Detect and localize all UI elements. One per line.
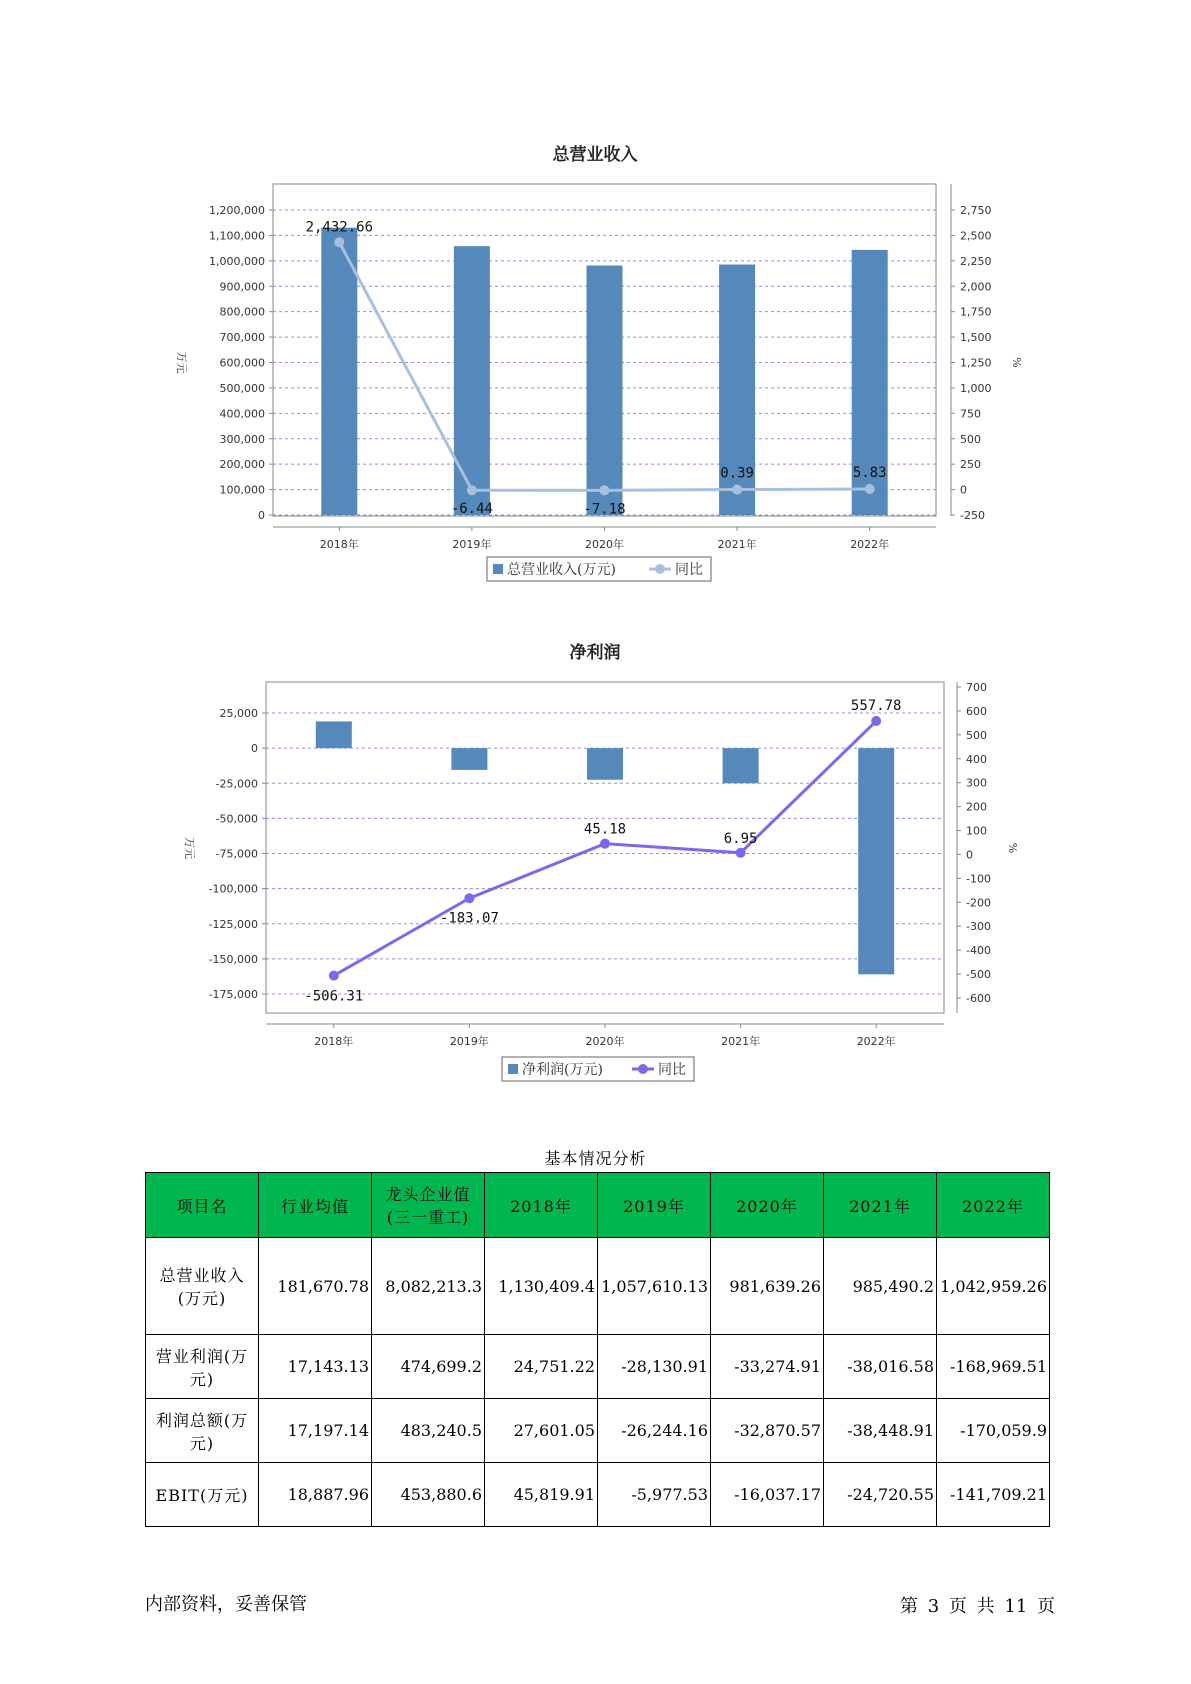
y-tick-label: -150,000 bbox=[208, 952, 258, 966]
data-label: -183.07 bbox=[439, 910, 499, 927]
table-row bbox=[146, 1463, 1050, 1527]
chart-title: 总营业收入 bbox=[552, 145, 638, 165]
x-tick-label: 2022年 bbox=[856, 1035, 896, 1048]
table-cell: 181,670.78 bbox=[259, 1238, 372, 1335]
y-tick-label: -50,000 bbox=[215, 812, 258, 826]
table-cell: 17,143.13 bbox=[259, 1335, 372, 1399]
y-tick-label: -125,000 bbox=[208, 917, 258, 931]
data-label: 2,432.66 bbox=[305, 219, 374, 236]
y2-axis-title: % bbox=[1006, 842, 1019, 854]
table-cell: -141,709.21 bbox=[937, 1463, 1050, 1527]
y2-tick-label: 200 bbox=[966, 800, 987, 814]
bar bbox=[587, 748, 623, 780]
table-cell: -28,130.91 bbox=[598, 1335, 711, 1399]
x-tick-label: 2018年 bbox=[314, 1035, 354, 1048]
x-tick-label: 2021年 bbox=[717, 538, 757, 551]
y2-tick-label: -600 bbox=[966, 992, 991, 1005]
table-cell: 45,819.91 bbox=[485, 1463, 598, 1527]
x-tick-label: 2020年 bbox=[585, 538, 624, 551]
table-row-label: EBIT(万元) bbox=[146, 1463, 259, 1527]
header-industry-avg: 行业均值 bbox=[259, 1173, 372, 1238]
y-tick-label: 1,100,000 bbox=[209, 229, 265, 243]
y-tick-label: -100,000 bbox=[208, 882, 258, 896]
y-tick-label: 800,000 bbox=[219, 305, 265, 319]
y2-tick-label: -100 bbox=[966, 872, 991, 886]
table-cell: 453,880.6 bbox=[372, 1463, 485, 1527]
legend-line-label: 同比 bbox=[658, 1062, 686, 1078]
y2-tick-label: 2,750 bbox=[960, 204, 992, 217]
y2-tick-label: 750 bbox=[960, 407, 981, 421]
x-tick-label: 2018年 bbox=[319, 538, 359, 551]
y-tick-label: 100,000 bbox=[219, 483, 265, 497]
x-tick-label: 2022年 bbox=[850, 538, 890, 551]
y2-tick-label: -400 bbox=[966, 944, 991, 958]
y-tick-label: 300,000 bbox=[219, 432, 265, 446]
table-cell: 483,240.5 bbox=[372, 1399, 485, 1463]
header-2022: 2022年 bbox=[937, 1173, 1050, 1238]
y2-tick-label: 0 bbox=[960, 483, 967, 497]
table-cell: 1,130,409.4 bbox=[485, 1238, 598, 1335]
table-cell: -33,274.91 bbox=[711, 1335, 824, 1399]
x-tick-label: 2020年 bbox=[585, 1035, 625, 1048]
header-leader-value: 龙头企业值(三一重工) bbox=[372, 1173, 485, 1238]
data-label: 0.39 bbox=[720, 465, 754, 482]
y-tick-label: -25,000 bbox=[215, 777, 258, 791]
x-tick-label: 2019年 bbox=[452, 538, 492, 551]
yoy-point bbox=[329, 971, 339, 981]
header-2021: 2021年 bbox=[824, 1173, 937, 1238]
y2-tick-label: 100 bbox=[966, 824, 987, 838]
header-item-name: 项目名 bbox=[146, 1173, 259, 1238]
y-tick-label: 0 bbox=[251, 742, 258, 756]
y2-tick-label: 2,250 bbox=[960, 254, 992, 268]
table-cell: 24,751.22 bbox=[485, 1335, 598, 1399]
footer-confidential-note: 内部资料，妥善保管 bbox=[145, 1594, 307, 1615]
y2-tick-label: 2,000 bbox=[960, 280, 992, 294]
y-tick-label: 1,000,000 bbox=[209, 254, 265, 268]
table-row-label: 总营业收入(万元) bbox=[146, 1238, 259, 1335]
y2-tick-label: 1,000 bbox=[960, 381, 992, 395]
y2-tick-label: -300 bbox=[966, 920, 991, 934]
legend-line-label: 同比 bbox=[675, 562, 703, 578]
footer-page-number: 第 3 页 共 11 页 bbox=[900, 1596, 1055, 1617]
data-label: -7.18 bbox=[583, 501, 626, 518]
legend-line-marker bbox=[638, 1064, 648, 1074]
data-label: 45.18 bbox=[583, 821, 627, 838]
y2-tick-label: 300 bbox=[966, 776, 987, 790]
y2-tick-label: -200 bbox=[966, 896, 991, 910]
y-axis-title: 万元 bbox=[183, 837, 196, 859]
y2-tick-label: 1,500 bbox=[960, 331, 992, 345]
y-tick-label: 25,000 bbox=[219, 707, 258, 720]
y-tick-label: 500,000 bbox=[219, 381, 265, 395]
header-2019: 2019年 bbox=[598, 1173, 711, 1238]
table-cell: -170,059.9 bbox=[937, 1399, 1050, 1463]
y2-tick-label: 600 bbox=[966, 704, 987, 718]
y-tick-label: 700,000 bbox=[219, 331, 265, 345]
table-cell: 27,601.05 bbox=[485, 1399, 598, 1463]
table-cell: 474,699.2 bbox=[372, 1335, 485, 1399]
table-row bbox=[146, 1335, 1050, 1399]
y-tick-label: -175,000 bbox=[208, 988, 258, 1001]
table-cell: -24,720.55 bbox=[824, 1463, 937, 1527]
y-tick-label: 200,000 bbox=[219, 458, 265, 472]
y2-tick-label: -250 bbox=[960, 509, 985, 522]
table-row-label: 利润总额(万元) bbox=[146, 1399, 259, 1463]
y-tick-label: 400,000 bbox=[219, 407, 265, 421]
y2-tick-label: 2,500 bbox=[960, 229, 992, 243]
table-cell: 1,057,610.13 bbox=[598, 1238, 711, 1335]
y2-axis-title: % bbox=[1010, 357, 1023, 368]
table-row bbox=[146, 1238, 1050, 1335]
table-cell: -16,037.17 bbox=[711, 1463, 824, 1527]
y-tick-label: -75,000 bbox=[215, 847, 258, 861]
table-row bbox=[146, 1399, 1050, 1463]
y2-tick-label: -500 bbox=[966, 968, 991, 982]
x-tick-label: 2019年 bbox=[449, 1035, 489, 1048]
table-row-label: 营业利润(万元) bbox=[146, 1335, 259, 1399]
y2-tick-label: 500 bbox=[960, 432, 981, 446]
y-tick-label: 900,000 bbox=[219, 280, 265, 294]
table-cell: -168,969.51 bbox=[937, 1335, 1050, 1399]
y2-tick-label: 0 bbox=[966, 848, 973, 862]
yoy-point bbox=[871, 716, 881, 726]
basic-analysis-table bbox=[145, 1172, 1050, 1527]
data-label: 5.83 bbox=[852, 464, 887, 481]
data-label: -6.44 bbox=[450, 501, 493, 518]
y2-tick-label: 400 bbox=[966, 752, 987, 766]
header-2018: 2018年 bbox=[485, 1173, 598, 1238]
table-header-row bbox=[146, 1173, 1050, 1238]
y-tick-label: 0 bbox=[258, 509, 265, 522]
y-tick-label: 1,200,000 bbox=[209, 204, 265, 217]
table-cell: 17,197.14 bbox=[259, 1399, 372, 1463]
yoy-point bbox=[600, 839, 610, 849]
yoy-point bbox=[464, 893, 474, 903]
table-cell: 8,082,213.3 bbox=[372, 1238, 485, 1335]
y2-tick-label: 1,250 bbox=[960, 356, 992, 370]
bar bbox=[316, 721, 352, 748]
data-label: 557.78 bbox=[850, 698, 902, 715]
table-cell: -32,870.57 bbox=[711, 1399, 824, 1463]
bar bbox=[451, 748, 487, 770]
y2-tick-label: 250 bbox=[960, 458, 981, 472]
y-axis-title: 万元 bbox=[175, 351, 188, 374]
y2-tick-label: 700 bbox=[966, 681, 987, 694]
bar bbox=[858, 748, 894, 974]
bar bbox=[723, 748, 759, 783]
legend-bar-label: 净利润(万元) bbox=[522, 1062, 603, 1078]
legend-bar-swatch bbox=[508, 1064, 518, 1074]
header-2020: 2020年 bbox=[711, 1173, 824, 1238]
table-cell: 985,490.2 bbox=[824, 1238, 937, 1335]
yoy-point bbox=[736, 848, 746, 858]
data-label: 6.95 bbox=[723, 830, 758, 847]
table-cell: -38,016.58 bbox=[824, 1335, 937, 1399]
y2-tick-label: 500 bbox=[966, 728, 987, 742]
y-tick-label: 600,000 bbox=[219, 356, 265, 370]
legend-bar-label: 总营业收入(万元) bbox=[507, 562, 616, 578]
table-cell: 981,639.26 bbox=[711, 1238, 824, 1335]
table-cell: -5,977.53 bbox=[598, 1463, 711, 1527]
chart-title: 净利润 bbox=[569, 643, 621, 663]
data-label: -506.31 bbox=[304, 988, 364, 1005]
y2-tick-label: 1,750 bbox=[960, 305, 992, 319]
table-cell: -26,244.16 bbox=[598, 1399, 711, 1463]
table-cell: -38,448.91 bbox=[824, 1399, 937, 1463]
x-tick-label: 2021年 bbox=[721, 1035, 761, 1048]
table-caption: 基本情况分析 bbox=[544, 1149, 647, 1168]
table-cell: 18,887.96 bbox=[259, 1463, 372, 1527]
table-cell: 1,042,959.26 bbox=[937, 1238, 1050, 1335]
